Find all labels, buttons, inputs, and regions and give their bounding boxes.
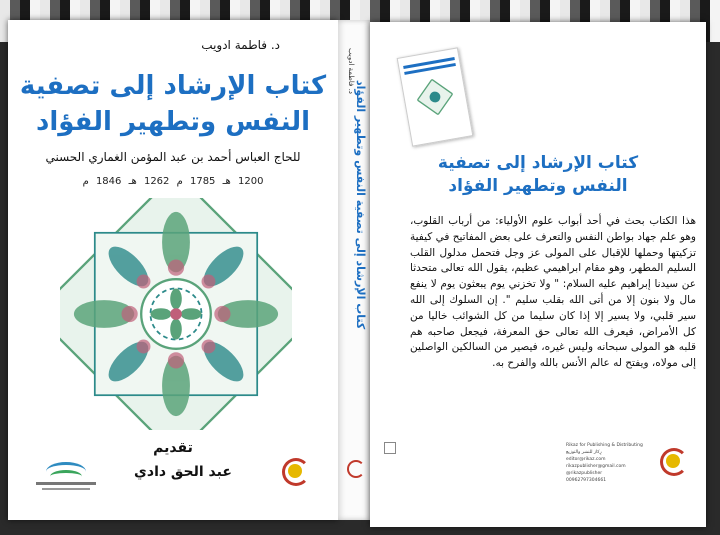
- contact-line: rikazpublisher@gmail.com: [566, 464, 626, 469]
- contact-line: @rikazpublisher: [566, 471, 603, 476]
- contact-line: رِكاز للنشر والتوزيع: [566, 450, 602, 455]
- contact-line: 00962797304661: [566, 478, 607, 483]
- qr-code-icon: [384, 442, 396, 454]
- book-spine: [338, 20, 370, 520]
- back-publisher-logo-icon: [654, 442, 694, 482]
- front-author: د. فاطمة ادويب: [201, 38, 280, 52]
- front-cover: [8, 20, 338, 520]
- front-title-line2: النفس وتطهير الفؤاد: [35, 107, 310, 137]
- contact-line: editor@rikaz.com: [566, 457, 606, 462]
- intro-name: عبد الحق دادي: [134, 464, 232, 480]
- spine-title: كتاب الإرشاد إلى تصفية النفس وتطهير الفؤاد: [354, 80, 367, 330]
- back-blurb: هذا الكتاب بحث في أحد أبواب علوم الأولياء: من أرباب القلوب، وهو علم جهاد بواطن النفس والتعرف على بعض المفاتيح في كيفية تزكيتها وحملها للإقبال على المولى عز وجل فتحمل مدلول القلب السليم المطهر، وهو مقام ابراهيمي عظيم، يقول الله تعالى متحدثا عن سيدنا إبراهيم عليه السلام: " ولا تخزني يوم يبعثون يوم لا ينفع مال ولا بنون إلا من أتى الله بقلب سليم ". إن السلوك إلى الله سير قلبي، ولا يسير إلا إذا كان سليما من كل الشوائب خاليا من كل الأمراض، فيعرف الله تعالى حق المعرفة، فيجعل صاحبه هم قلبه هو المولى سبحانه وليس غيره، فيصير من السالكين الواصلين إلى مولاه، ويفتح له عالم الأنس بالله والفرح به.: [410, 215, 696, 370]
- publisher-logo-icon: [276, 452, 316, 492]
- back-title-line1: كتاب الإرشاد إلى تصفية: [437, 153, 639, 173]
- cover-thumbnail-icon: [397, 47, 474, 146]
- front-title-line1: كتاب الإرشاد إلى تصفية: [19, 71, 327, 101]
- mandala-ornament-icon: [60, 198, 292, 430]
- back-cover: [370, 22, 706, 527]
- contact-line: Rikaz for Publishing & Distributing: [566, 443, 643, 448]
- sponsor-logo-icon: [36, 458, 96, 494]
- spine-author: د. فاطمة ادويب: [347, 48, 355, 94]
- intro-label: تقديم: [153, 440, 193, 456]
- front-subtitle: للحاج العباس أحمد بن عبد المؤمن الغماري الحسني: [45, 150, 301, 164]
- spine-publisher-logo-icon: [347, 460, 365, 478]
- publisher-contacts: [566, 442, 646, 484]
- front-dates: 1200 هـ 1785 م 1262 هـ 1846 م: [82, 176, 264, 187]
- back-title-line2: النفس وتطهير الفؤاد: [448, 176, 628, 196]
